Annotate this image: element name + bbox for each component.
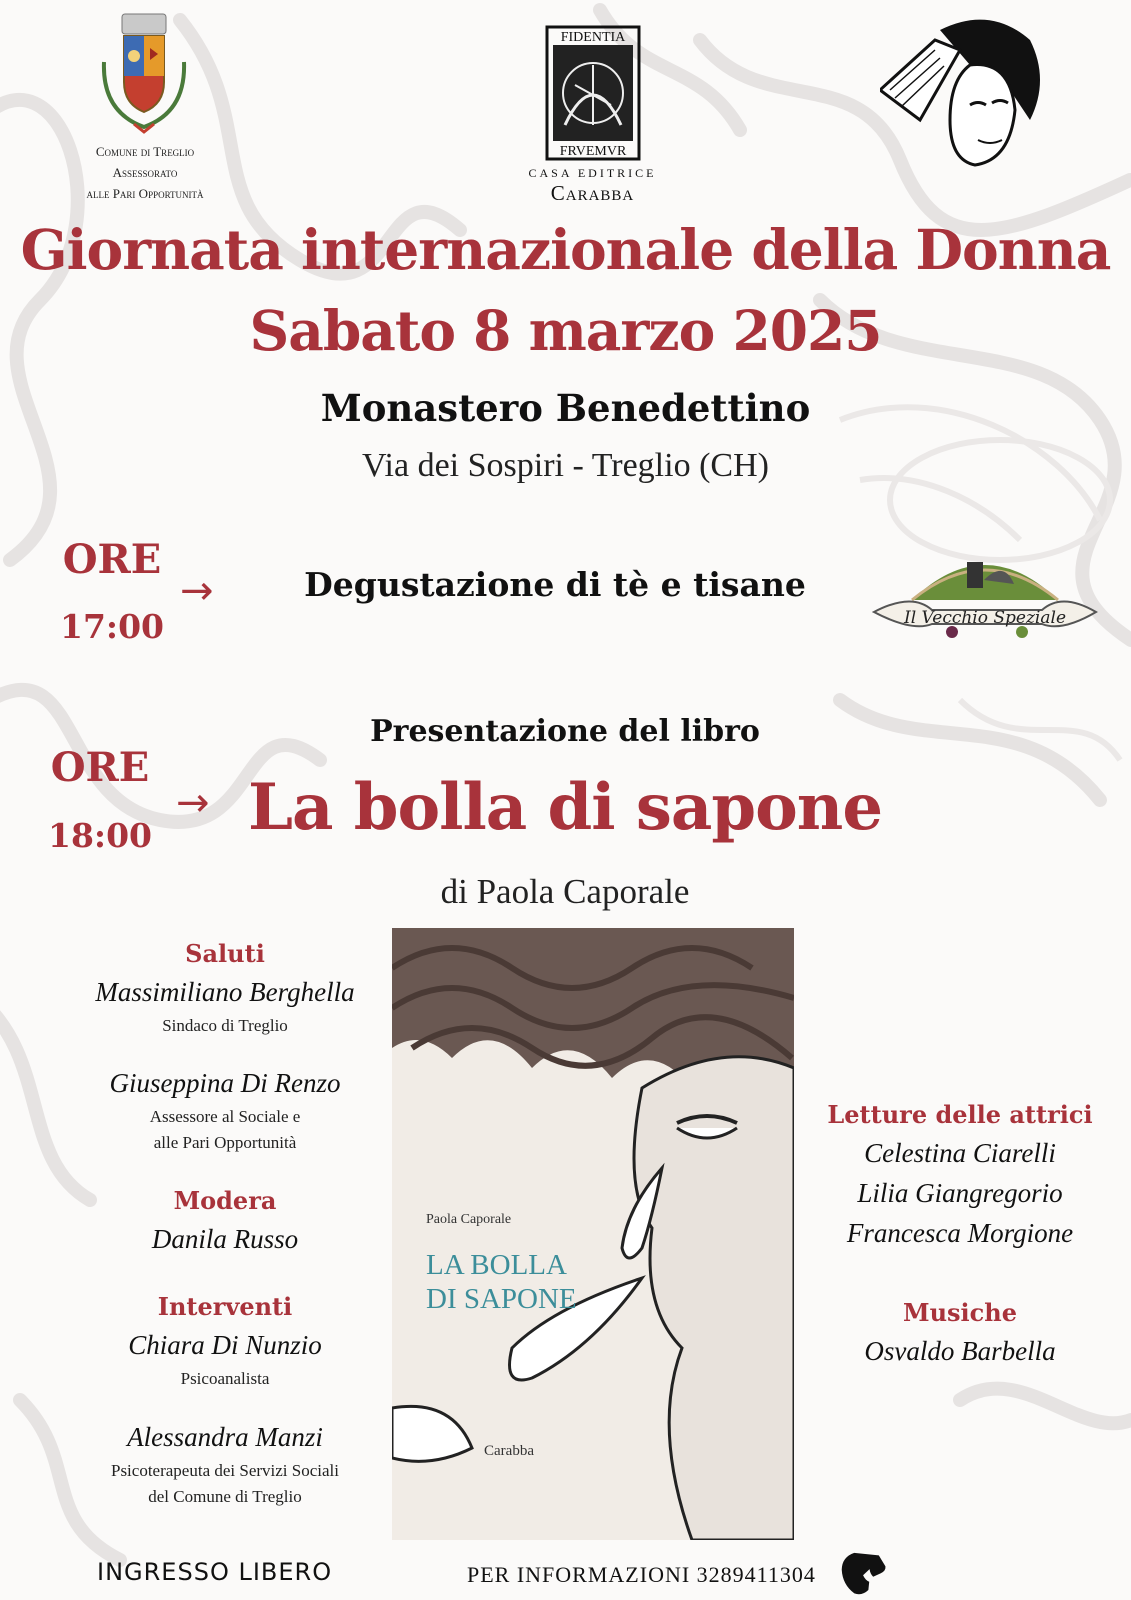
person-name: Danila Russo (151, 1224, 299, 1254)
book-title: La bolla di sapone (247, 770, 883, 845)
person-name: Chiara Di Nunzio (128, 1330, 322, 1360)
woman-face-logo (880, 10, 1055, 180)
cover-title-line-2: DI SAPONE (426, 1283, 577, 1315)
publisher-line-1: CASA EDITRICE (528, 166, 657, 180)
publisher-line-2: Carabba (550, 181, 635, 205)
saluti-label: Saluti (185, 939, 265, 968)
person-title: del Comune di Treglio (148, 1487, 302, 1506)
modera-label: Modera (173, 1186, 277, 1215)
publisher-motto-top: FIDENTIA (560, 30, 626, 45)
event-tasting-title: Degustazione di tè e tisane (304, 565, 806, 604)
ore-label-2: ORE (50, 744, 150, 791)
actress-name: Celestina Ciarelli (864, 1138, 1056, 1168)
person-title: alle Pari Opportunità (153, 1133, 297, 1152)
sponsor-logo-text: Il Vecchio Speziale (903, 608, 1067, 628)
book-author-line: di Paola Caporale (440, 872, 690, 911)
musician-name: Osvaldo Barbella (864, 1336, 1056, 1366)
actress-name: Lilia Giangregorio (857, 1178, 1063, 1208)
arrow-icon: → (180, 568, 214, 614)
ore-label-1: ORE (62, 536, 162, 583)
book-presentation-label: Presentazione del libro (370, 714, 760, 749)
time-1800: 18:00 (47, 816, 153, 855)
cover-title-line-1: LA BOLLA (426, 1249, 567, 1281)
person-title: Psicoterapeuta dei Servizi Sociali (110, 1461, 339, 1480)
book-cover-image (392, 928, 794, 1540)
actress-name: Francesca Morgione (846, 1218, 1074, 1248)
vecchio-speziale-logo (872, 540, 1098, 648)
person-title: Assessore al Sociale e (149, 1107, 301, 1126)
comune-line-2: Assessorato (112, 165, 178, 180)
person-name: Massimiliano Berghella (95, 977, 355, 1007)
event-date: Sabato 8 marzo 2025 (249, 298, 882, 363)
venue-address: Via dei Sospiri - Treglio (CH) (362, 447, 769, 484)
free-entry-text: INGRESSO LIBERO (97, 1558, 333, 1586)
person-name: Alessandra Manzi (127, 1422, 323, 1452)
event-title: Giornata internazionale della Donna (20, 217, 1111, 282)
person-title: Sindaco di Treglio (162, 1016, 288, 1035)
publisher-emblem-logo (545, 25, 641, 161)
person-title: Psicoanalista (180, 1369, 270, 1388)
arrow-icon: → (176, 780, 210, 826)
book-cover-illustration (392, 928, 794, 1540)
cover-author: Paola Caporale (426, 1212, 512, 1227)
comune-line-1: Comune di Treglio (95, 144, 195, 159)
venue-name: Monastero Benedettino (320, 386, 811, 430)
cover-title (426, 1248, 577, 1316)
interventi-label: Interventi (157, 1292, 293, 1321)
comune-line-3: alle Pari Opportunità (86, 186, 204, 201)
comune-text (40, 141, 250, 204)
info-phone-text: PER INFORMAZIONI 3289411304 (467, 1562, 816, 1587)
publisher-text (500, 166, 685, 205)
letture-label: Letture delle attrici (827, 1100, 1093, 1129)
person-name: Giuseppina Di Renzo (109, 1068, 341, 1098)
musiche-label: Musiche (903, 1298, 1017, 1327)
cover-publisher: Carabba (484, 1443, 534, 1459)
phone-icon (834, 1546, 886, 1598)
publisher-motto-bottom: FRVEMVR (559, 144, 627, 159)
time-1700: 17:00 (59, 607, 165, 646)
comune-crest-logo (98, 12, 190, 137)
